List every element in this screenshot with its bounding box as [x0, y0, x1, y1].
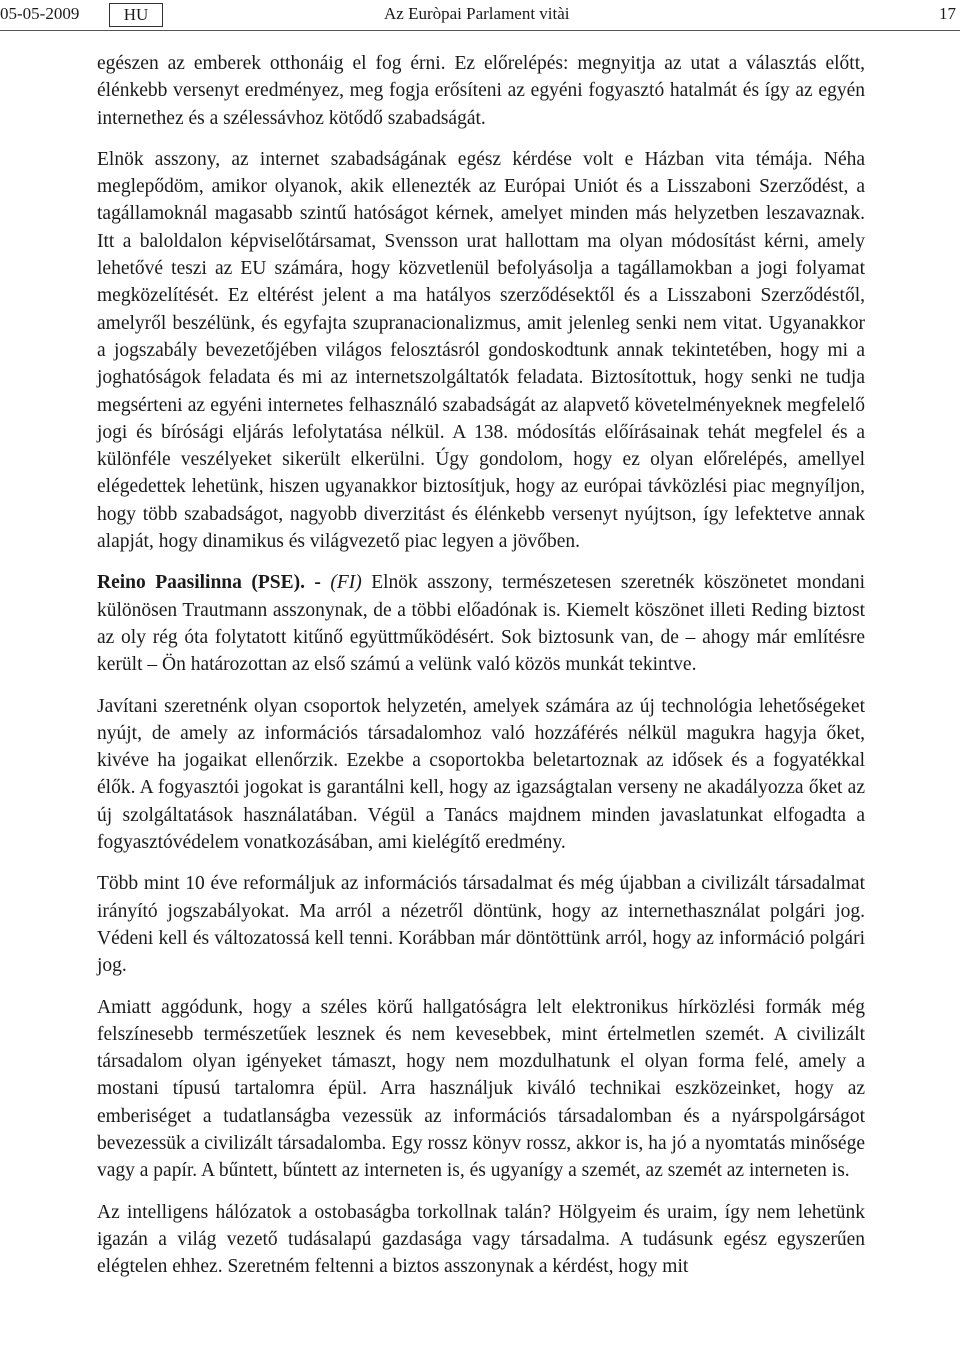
paragraph: Amiatt aggódunk, hogy a széles körű hallgatóságra lelt elektronikus hírközlési formák még felszínesebb természetűek lesznek és nem kevesebbek, mint értelmetlen szemét. A civilizált társadalom olyan igényeket támaszt, hogy nem mozdulhatunk el olyan forma felé, amely a mostani típusú tartalomra épül. Arra használjuk kiváló technikai eszközeinket, hogy az emberiséget a tudatlanságba vezessük az információs társadalomban és a nyárspolgárságot bevezessük a civilizált társadalomba. Egy rossz könyv rossz, akkor is, ha jó a nyomtatás minősége vagy a papír. A bűntett, bűntett az interneten is, és ugyanígy a szemét, az szemét az interneten is.	[97, 996, 865, 1182]
paragraph: Elnök asszony, az internet szabadságának egész kérdése volt e Házban vita témája. Néha meglepődöm, amikor olyanok, akik ellenezték az Európai Uniót és a Lisszaboni Szerződést, a tagállamoknál magasabb szintű hatóságot kérnek, amelyet minden más helyzetben leszavaznak. Itt a baloldalon képviselőtársamat, Svensson urat hallottam ma olyan módosítást kérni, amely lehetővé teszi az EU számára, hogy közvetlenül befolyásolja a tagállamokban a jogi folyamat megközelítését. Ez eltérést jelent a ma hatályos szerződésektől és a Lisszaboni Szerződéstől, amelyről beszélünk, és egyfajta szupranacionalizmus, amit jelenleg senki nem vitat. Ugyanakkor a jogszabály bevezetőjében világos felosztásról gondoskodtunk annak tekintetében, hogy mi a joghatóságok feladata és mi az internetszolgáltatók feladata. Biztosítottuk, hogy senki ne tudja megsérteni az egyéni internetes felhasználó szabadságát az alapvető követelményeknek megfelelő jogi és bírósági eljárás lefolytatása nélkül. A 138. módosítás előírásainak tehát megfelel és a különféle veszélyeket sikerült elkerülni. Úgy gondolom, hogy ez olyan előrelépés, amellyel elégedettek lehetünk, hiszen ugyanakkor biztosítjuk, hogy az európai távközlési piac megnyíljon, hogy több szabadságot, nagyobb diverzitást és élénkebb versenyt nyújtson, így lefektetve annak alapját, hogy dinamikus és világvezető piac legyen a jövőben.	[97, 148, 865, 553]
paragraph: Több mint 10 éve reformáljuk az információs társadalmat és még újabban a civilizált társadalmat irányító jogszabályokat. Ma arról a nézetről döntünk, hogy az internethasználat polgári jog. Védeni kell és változatossá kell tenni. Korábban már döntöttünk arról, hogy az információ polgári jog.	[97, 873, 865, 977]
speech-language-note: (FI)	[330, 572, 362, 594]
document-body	[97, 50, 865, 1294]
language-code-box: HU	[109, 3, 163, 27]
speaker-name: Reino Paasilinna (PSE). -	[97, 572, 321, 594]
speech-text: Elnök asszony, természetesen szeretnék köszönetet mondani különösen Trautmann asszonynak, de a többi előadónak is. Kiemelt köszönet illeti Reding biztost az oly rég óta folytatott kitűnő együttműködésért. Sok biztosunk van, de – ahogy már említésre került – Ön határozottan az első számú a velünk való közös munkát tekintve.	[97, 572, 866, 676]
paragraph: Javítani szeretnénk olyan csoportok helyzetén, amelyek számára az új technológia lehetőségeket nyújt, de amely az információs társadalomhoz való hozzáférés nélkül magukra hagyja őket, kivéve ha jogaikat ellenőrzik. Ezekbe a csoportokba beletartoznak az idősek és a fogyatékkal élők. A fogyasztói jogokat is garantálni kell, hogy az igazságtalan verseny ne akadályozza őket az új szolgáltatások használatában. Végül a Tanács majdnem minden javaslatunkat elfogadta a fogyasztóvédelem vonatkozásában, ami kielégítő eredmény.	[97, 695, 865, 854]
speech-opening-paragraph	[97, 569, 865, 678]
header-date: 05-05-2009	[0, 4, 80, 23]
page-header	[0, 0, 960, 31]
paragraph: Az intelligens hálózatok a ostobaságba torkollnak talán? Hölgyeim és uraim, így nem lehetünk igazán a világ vezető tudásalapú gazdasága vagy társadalma. A tudásunk egész egyszerűen elégtelen ehhez. Szeretném feltenni a biztos asszonynak a kérdést, hogy mit	[97, 1201, 865, 1278]
publication-title: Az Euròpai Parlament vitài	[384, 4, 570, 23]
paragraph: egészen az emberek otthonáig el fog érni. Ez előrelépés: megnyitja az utat a választás előtt, élénkebb versenyt eredményez, meg fogja erősíteni az egyéni fogyasztó hatalmát és így az egyén internethez és a szélessávhoz kötődő szabadságát.	[97, 53, 865, 129]
page-number: 17	[939, 4, 956, 23]
